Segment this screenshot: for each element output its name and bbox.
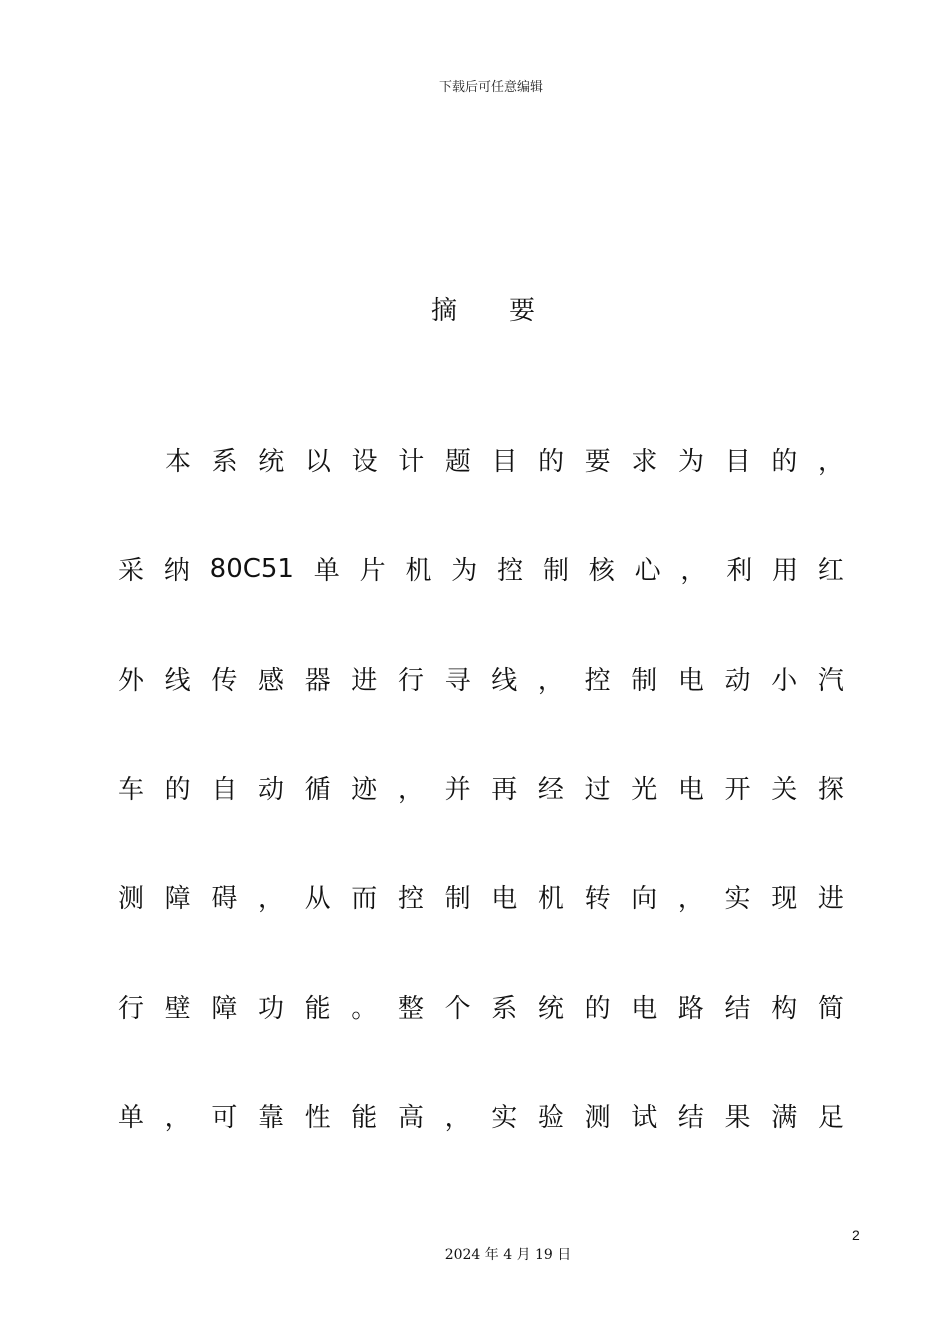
abstract-char: 循 xyxy=(304,775,331,806)
abstract-line xyxy=(118,624,844,733)
abstract-char: 纳 xyxy=(163,556,190,587)
abstract-char: 的 xyxy=(538,447,565,478)
abstract-char: 整 xyxy=(397,993,424,1024)
page-number: 2 xyxy=(852,1227,860,1243)
abstract-char: 的 xyxy=(584,993,611,1024)
abstract-char: 光 xyxy=(631,775,658,806)
abstract-char: 经 xyxy=(537,775,564,806)
abstract-char: 采 xyxy=(118,556,145,587)
abstract-char: 行 xyxy=(118,993,145,1024)
abstract-line xyxy=(118,514,844,623)
abstract-char: 的 xyxy=(771,447,798,478)
abstract-char: 自 xyxy=(211,775,238,806)
abstract-title xyxy=(0,290,950,327)
abstract-char: 电 xyxy=(677,665,704,696)
abstract-line xyxy=(118,951,844,1060)
abstract-char: 为 xyxy=(678,447,705,478)
abstract-char: ， xyxy=(397,775,424,806)
abstract-char: 制 xyxy=(542,556,569,587)
abstract-line xyxy=(118,733,844,842)
abstract-char: 关 xyxy=(771,775,798,806)
abstract-char: 构 xyxy=(771,993,798,1024)
abstract-char: 系 xyxy=(211,447,238,478)
abstract-char: 系 xyxy=(491,993,518,1024)
abstract-char: 汽 xyxy=(817,665,844,696)
abstract-char: 足 xyxy=(817,1102,844,1133)
abstract-char: 测 xyxy=(584,1102,611,1133)
abstract-char: 靠 xyxy=(257,1102,284,1133)
abstract-char: 用 xyxy=(772,556,799,587)
abstract-char: 核 xyxy=(588,556,615,587)
abstract-char: 能 xyxy=(351,1102,378,1133)
abstract-char: 验 xyxy=(537,1102,564,1133)
abstract-char: 设 xyxy=(351,447,378,478)
abstract-char: 计 xyxy=(398,447,425,478)
abstract-char: 求 xyxy=(631,447,658,478)
abstract-char: 的 xyxy=(164,775,191,806)
abstract-char: 结 xyxy=(724,993,751,1024)
abstract-line xyxy=(118,405,844,514)
abstract-char: 并 xyxy=(444,775,471,806)
abstract-line xyxy=(118,1061,844,1170)
abstract-char: 要 xyxy=(584,447,611,478)
abstract-char: 。 xyxy=(351,993,378,1024)
abstract-char: 功 xyxy=(257,993,284,1024)
abstract-char: 电 xyxy=(631,993,658,1024)
abstract-char: 动 xyxy=(257,775,284,806)
abstract-line xyxy=(118,842,844,951)
abstract-char: 以 xyxy=(304,447,331,478)
abstract-char: 障 xyxy=(211,993,238,1024)
abstract-char: 单 xyxy=(313,556,340,587)
title-char-right: 要 xyxy=(509,296,536,326)
abstract-char: 动 xyxy=(724,665,751,696)
abstract-char: ， xyxy=(817,447,844,478)
abstract-char: 制 xyxy=(631,665,658,696)
abstract-char: 红 xyxy=(817,556,844,587)
abstract-char: 题 xyxy=(444,447,471,478)
abstract-char: 能 xyxy=(304,993,331,1024)
abstract-char: 目 xyxy=(491,447,518,478)
abstract-char: 电 xyxy=(677,775,704,806)
abstract-char: 从 xyxy=(304,884,331,915)
abstract-char: 进 xyxy=(351,665,378,696)
abstract-char: 实 xyxy=(491,1102,518,1133)
abstract-char: 片 xyxy=(359,556,386,587)
abstract-char: 80C51 xyxy=(209,553,294,584)
abstract-char: 心 xyxy=(634,556,661,587)
abstract-char: 壁 xyxy=(164,993,191,1024)
abstract-char: 简 xyxy=(817,993,844,1024)
abstract-char: 本 xyxy=(165,447,192,478)
abstract-char: 车 xyxy=(118,775,145,806)
abstract-char: 寻 xyxy=(444,665,471,696)
abstract-char: ， xyxy=(677,884,704,915)
abstract-char: 进 xyxy=(817,884,844,915)
abstract-char: ， xyxy=(257,884,284,915)
abstract-char: ， xyxy=(537,665,564,696)
abstract-char: 再 xyxy=(491,775,518,806)
abstract-char: 探 xyxy=(817,775,844,806)
abstract-char: 利 xyxy=(726,556,753,587)
abstract-char: 实 xyxy=(724,884,751,915)
abstract-char: 满 xyxy=(771,1102,798,1133)
abstract-char: 感 xyxy=(257,665,284,696)
abstract-char: 碍 xyxy=(211,884,238,915)
abstract-char: ， xyxy=(680,556,707,587)
abstract-char: 外 xyxy=(118,665,145,696)
abstract-char: 可 xyxy=(211,1102,238,1133)
abstract-char: 测 xyxy=(118,884,145,915)
abstract-char: 试 xyxy=(631,1102,658,1133)
abstract-char: 而 xyxy=(351,884,378,915)
abstract-char: 结 xyxy=(677,1102,704,1133)
abstract-char: 高 xyxy=(397,1102,424,1133)
abstract-char: ， xyxy=(444,1102,471,1133)
abstract-char: 控 xyxy=(584,665,611,696)
abstract-body xyxy=(118,405,844,1170)
abstract-char: ， xyxy=(164,1102,191,1133)
abstract-char: 行 xyxy=(397,665,424,696)
abstract-char: 单 xyxy=(118,1102,145,1133)
abstract-char: 性 xyxy=(304,1102,331,1133)
abstract-char: 过 xyxy=(584,775,611,806)
abstract-char: 转 xyxy=(584,884,611,915)
abstract-char: 小 xyxy=(771,665,798,696)
abstract-char: 电 xyxy=(491,884,518,915)
abstract-char: 控 xyxy=(497,556,524,587)
abstract-char: 为 xyxy=(451,556,478,587)
abstract-char: 现 xyxy=(771,884,798,915)
abstract-char: 机 xyxy=(537,884,564,915)
abstract-char: 线 xyxy=(164,665,191,696)
abstract-char: 控 xyxy=(397,884,424,915)
abstract-char: 迹 xyxy=(351,775,378,806)
abstract-char: 目 xyxy=(724,447,751,478)
footer-date: 2024 年 4 月 19 日 xyxy=(444,1247,572,1263)
abstract-char: 机 xyxy=(405,556,432,587)
title-char-left: 摘 xyxy=(430,296,457,326)
abstract-char: 线 xyxy=(491,665,518,696)
abstract-char: 器 xyxy=(304,665,331,696)
abstract-char: 果 xyxy=(724,1102,751,1133)
abstract-char: 障 xyxy=(164,884,191,915)
abstract-char: 开 xyxy=(724,775,751,806)
abstract-char: 向 xyxy=(631,884,658,915)
abstract-char: 个 xyxy=(444,993,471,1024)
abstract-char: 传 xyxy=(211,665,238,696)
page-header: 下载后可任意编辑 xyxy=(438,80,543,95)
abstract-char: 统 xyxy=(258,447,285,478)
abstract-char: 统 xyxy=(537,993,564,1024)
abstract-char: 路 xyxy=(677,993,704,1024)
abstract-char: 制 xyxy=(444,884,471,915)
